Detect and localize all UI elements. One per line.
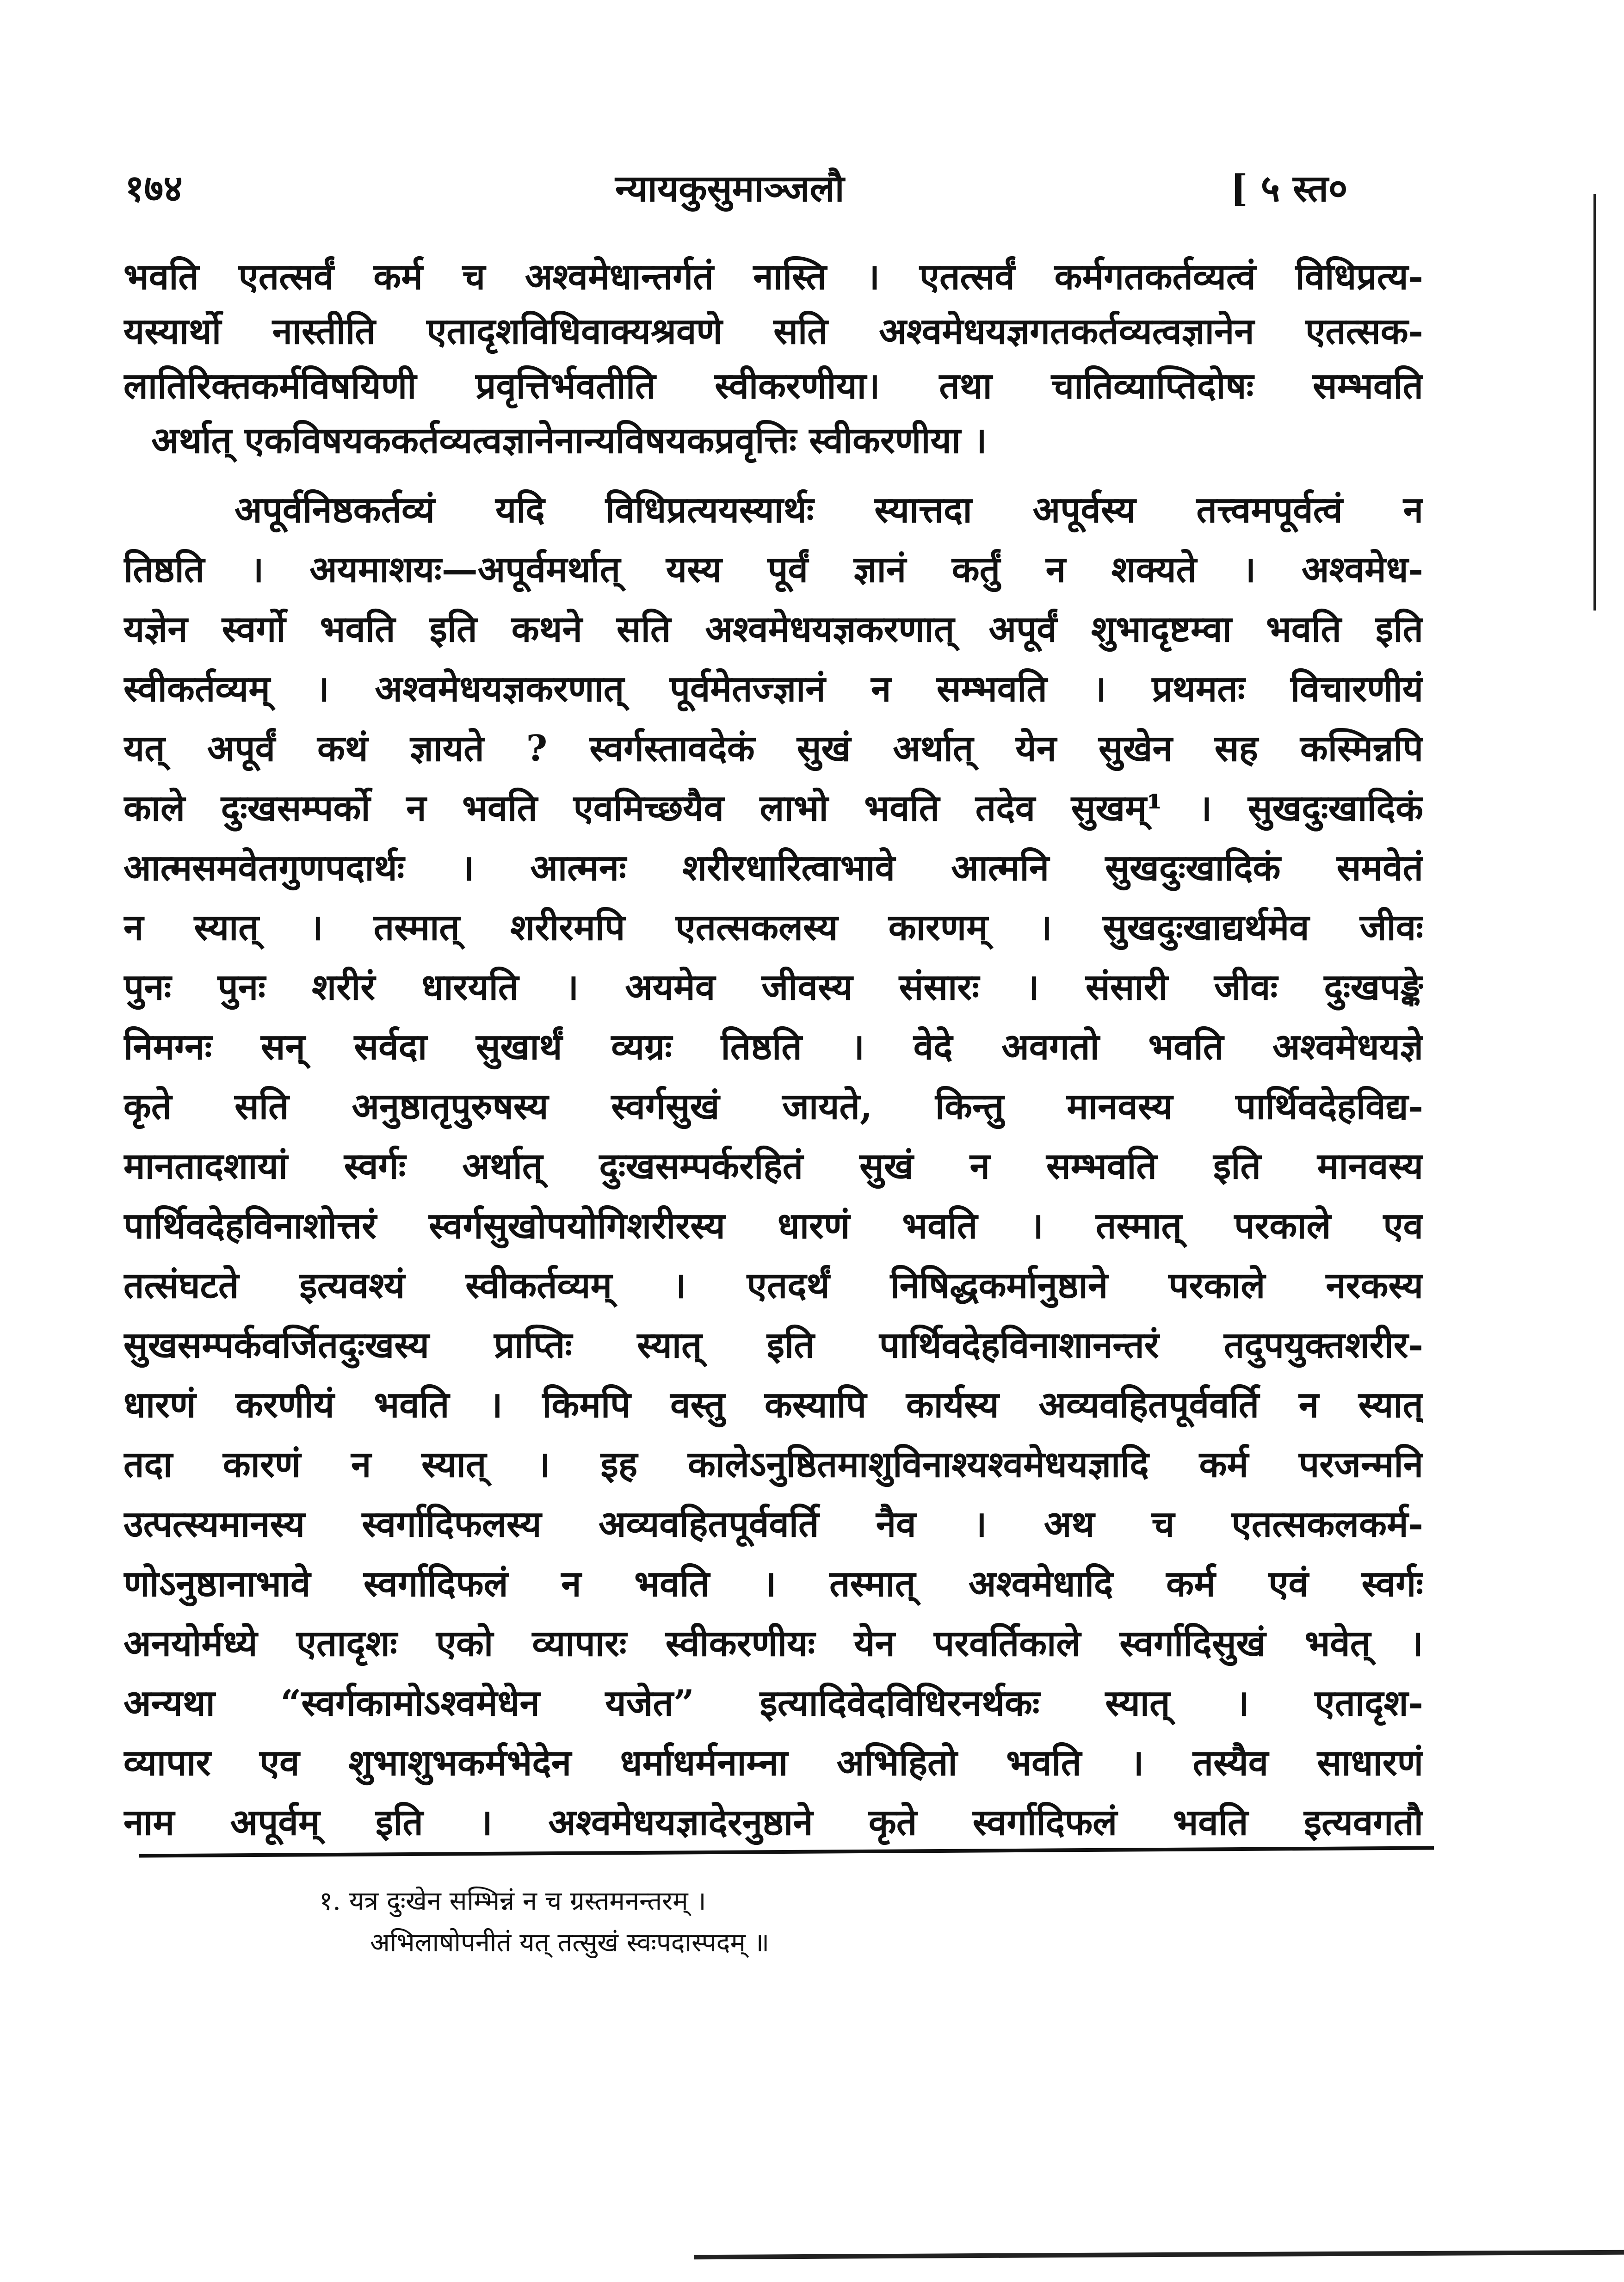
text-line: यत् अपूर्वं कथं ज्ञायते ? स्वर्गस्तावदेकं सुखं अर्थात् येन सुखेन सह कस्मिन्नपि (123, 728, 1423, 770)
text-line: तिष्ठति । अयमाशयः—अपूर्वमर्थात् यस्य पूर्वं ज्ञानं कर्तुं न शक्यते । अश्वमेध- (123, 549, 1423, 591)
text-line: भवति एतत्सर्वं कर्म च अश्वमेधान्तर्गतं नास्ति । एतत्सर्वं कर्मगतकर्तव्यत्वं विधिप्रत्य- (123, 256, 1423, 298)
text-line: नाम अपूर्वम् इति । अश्वमेधयज्ञादेरनुष्ठाने कृते स्वर्गादिफलं भवति इत्यवगतौ (123, 1801, 1423, 1844)
text-line: मानतादशायां स्वर्गः अर्थात् दुःखसम्पर्करहितं सुखं न सम्भवति इति मानवस्य (123, 1145, 1423, 1187)
text-line: काले दुःखसम्पर्को न भवति एवमिच्छयैव लाभो भवति तदेव सुखम्¹ । सुखदुःखादिकं (123, 787, 1423, 829)
footnote-line: १. यत्र दुःखेन सम्भिन्नं न च ग्रस्तमनन्तरम् । (319, 1886, 706, 1916)
text-line: पार्थिवदेहविनाशोत्तरं स्वर्गसुखोपयोगिशरीरस्य धारणं भवति । तस्मात् परकाले एव (123, 1205, 1423, 1247)
text-line: कृते सति अनुष्ठातृपुरुषस्य स्वर्गसुखं जायते, किन्तु मानवस्य पार्थिवदेहविद्य- (123, 1085, 1423, 1128)
scan-edge-line (1593, 194, 1596, 611)
paragraph-2 (123, 480, 1423, 1852)
text-line: यस्यार्थो नास्तीति एतादृशविधिवाक्यश्रवणे सति अश्वमेधयज्ञगतकर्तव्यत्वज्ञानेन एतत्सक- (123, 310, 1423, 352)
text-line: न स्यात् । तस्मात् शरीरमपि एतत्सकलस्य कारणम् । सुखदुःखाद्यर्थमेव जीवः (123, 907, 1423, 949)
text-line: स्वीकर्तव्यम् । अश्वमेधयज्ञकरणात् पूर्वमेतज्ज्ञानं न सम्भवति । प्रथमतः विचारणीयं (123, 668, 1423, 710)
text-line: सुखसम्पर्कवर्जितदुःखस्य प्राप्तिः स्यात् इति पार्थिवदेहविनाशानन्तरं तदुपयुक्तशरीर- (123, 1324, 1423, 1366)
text-line: णोऽनुष्ठानाभावे स्वर्गादिफलं न भवति । तस्मात् अश्वमेधादि कर्म एवं स्वर्गः (123, 1563, 1423, 1605)
text-line: तत्संघटते इत्यवश्यं स्वीकर्तव्यम् । एतदर्थं निषिद्धकर्मानुष्ठाने परकाले नरकस्य (123, 1264, 1423, 1307)
text-line: निमग्नः सन् सर्वदा सुखार्थं व्यग्रः तिष्ठति । वेदे अवगतो भवति अश्वमेधयज्ञे (123, 1026, 1423, 1068)
text-line: व्यापार एव शुभाशुभकर्मभेदेन धर्माधर्मनाम्ना अभिहितो भवति । तस्यैव साधारणं (123, 1742, 1423, 1784)
section-marker: [ ५ स्त० (1230, 167, 1348, 210)
text-line: पुनः पुनः शरीरं धारयति । अयमेव जीवस्य संसारः । संसारी जीवः दुःखपङ्के (123, 966, 1423, 1008)
text-line: अर्थात् एकविषयककर्तव्यत्वज्ञानेनान्यविषयकप्रवृत्तिः स्वीकरणीया । (151, 419, 987, 462)
text-line: आत्मसमवेतगुणपदार्थः । आत्मनः शरीरधारित्वाभावे आत्मनि सुखदुःखादिकं समवेतं (123, 847, 1423, 889)
running-title: न्यायकुसुमाञ्जलौ (615, 167, 845, 210)
page-number: १७४ (125, 167, 183, 210)
text-line: लातिरिक्तकर्मविषयिणी प्रवृत्तिर्भवतीति स्वीकरणीया। तथा चातिव्याप्तिदोषः सम्भवति (123, 365, 1423, 407)
text-line: यज्ञेन स्वर्गो भवति इति कथने सति अश्वमेधयज्ञकरणात् अपूर्वं शुभादृष्टम्वा भवति इति (123, 608, 1423, 650)
text-line: तदा कारणं न स्यात् । इह कालेऽनुष्ठितमाशुविनाश्यश्वमेधयज्ञादि कर्म परजन्मनि (123, 1443, 1423, 1486)
text-line: अन्यथा “स्वर्गकामोऽश्वमेधेन यजेत” इत्यादिवेदविधिरनर्थकः स्यात् । एतादृश- (123, 1682, 1423, 1724)
text-line: अपूर्वनिष्ठकर्तव्यं यदि विधिप्रत्ययस्यार्थः स्यात्तदा अपूर्वस्य तत्त्वमपूर्वत्वं न (235, 489, 1423, 531)
text-line: धारणं करणीयं भवति । किमपि वस्तु कस्यापि कार्यस्य अव्यवहितपूर्ववर्ति न स्यात् (123, 1384, 1423, 1426)
scan-edge-line (694, 2250, 1624, 2260)
text-line: अनयोर्मध्ये एतादृशः एको व्यापारः स्वीकरणीयः येन परवर्तिकाले स्वर्गादिसुखं भवेत् । (123, 1622, 1423, 1665)
footnote-line: अभिलाषोपनीतं यत् तत्सुखं स्वःपदास्पदम् ॥ (370, 1928, 770, 1958)
paragraph-1 (123, 250, 1423, 468)
text-line: उत्पत्स्यमानस्य स्वर्गादिफलस्य अव्यवहितपूर्ववर्ति नैव । अथ च एतत्सकलकर्म- (123, 1503, 1423, 1545)
